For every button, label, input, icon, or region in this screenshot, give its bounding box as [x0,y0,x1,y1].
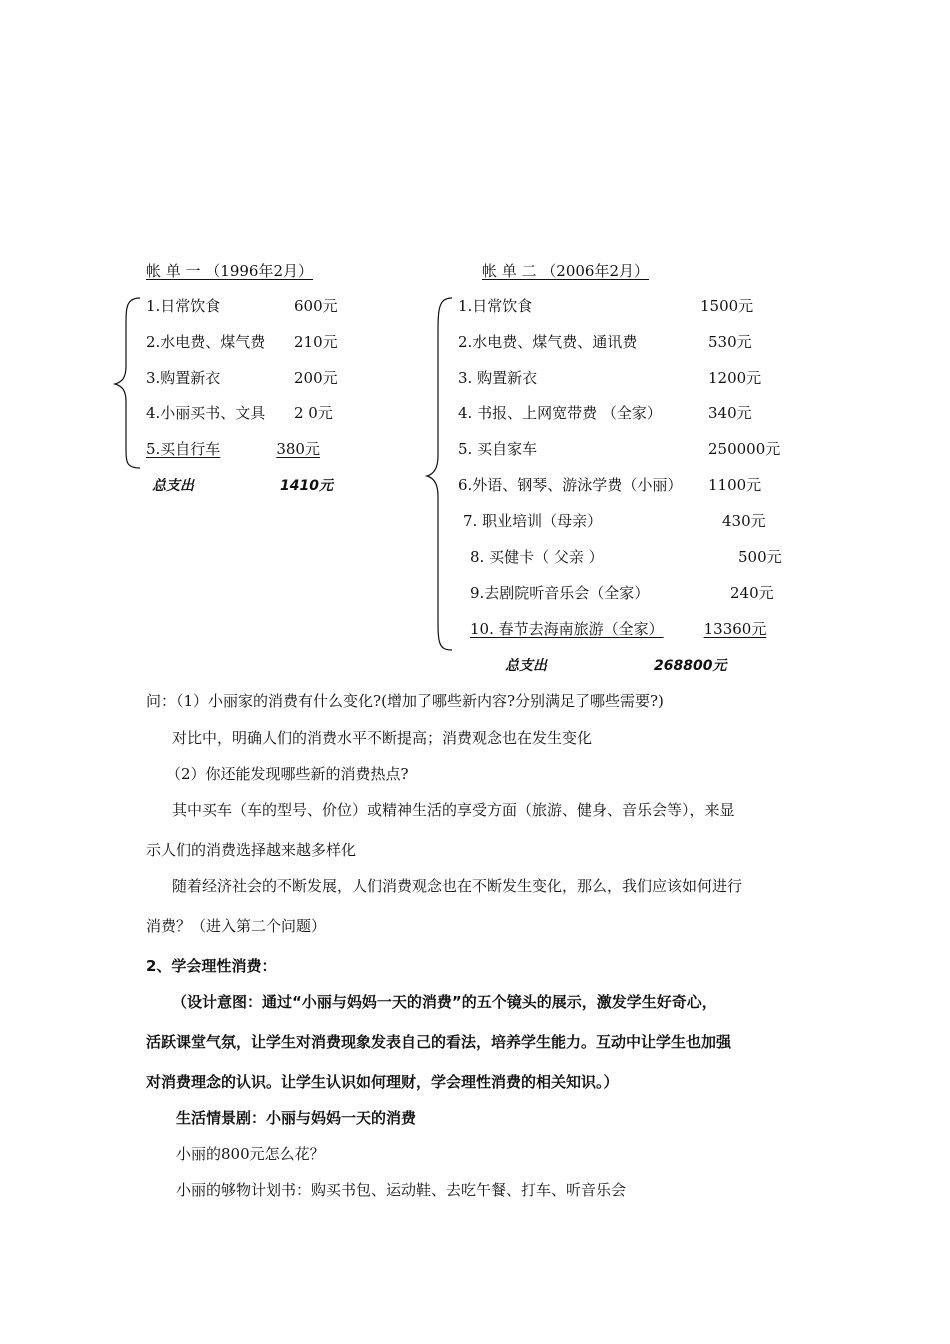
bill2-item-name: 5. 买自家车 [458,440,538,458]
bill2-item-name: 8. 买健卡（ 父亲 ） [470,548,604,566]
bill1-item-name: 3.购置新衣 [146,369,221,387]
bill1-item-amount: 200元 [294,369,338,387]
bill2-item-amount: 1200元 [708,369,762,387]
bill1-item-amount: 600元 [294,297,338,315]
bill2-total-value: 268800元 [654,658,727,674]
bill1-item-name: 4.小丽买书、文具 [146,404,266,422]
bill2-item-amount: 13360元 [703,620,767,638]
bill2-brace [424,296,454,656]
bill2-item-name: 6.外语、钢琴、游泳学费（小丽） [458,476,683,494]
shopping-plan: 小丽的够物计划书：购买书包、运动鞋、去吃午餐、打车、听音乐会 [176,1181,627,1199]
design-intent-line-2: 活跃课堂气氛，让学生对消费现象发表自己的看法，培养学生能力。互动中让学生也加强 [146,1033,732,1051]
bill2-total-label: 总支出 [505,658,547,674]
bill1-item-last-row [146,440,348,458]
bill2-item-amount: 430元 [722,512,766,530]
bill2-item-name: 7. 职业培训（母亲） [463,512,603,530]
bill1-item-amount: 2 0元 [294,404,333,422]
scene-heading: 生活情景剧：小丽与妈妈一天的消费 [176,1109,417,1127]
bill2-item-name: 9.去剧院听音乐会（全家） [470,584,650,602]
bill1-item-amount: 210元 [294,333,338,351]
bill1-brace [112,296,142,471]
bill1-item-name: 1.日常饮食 [146,297,221,315]
paragraph-3-line-1: 随着经济社会的不断发展，人们消费观念也在不断发生变化，那么，我们应该如何进行 [172,877,743,895]
question-2: （2）你还能发现哪些新的消费热点? [166,765,409,783]
answer-2-line-2: 示人们的消费选择越来越多样化 [146,841,357,859]
bill1-total-value: 1410元 [280,478,333,494]
bill2-item-name: 1.日常饮食 [458,297,533,315]
bill2-item-amount: 250000元 [708,440,781,458]
bill1-item-name: 2.水电费、煤气费 [146,333,266,351]
bill1-title: 帐 单 一 （1996年2月） [146,262,314,280]
question-800: 小丽的800元怎么花？ [176,1145,325,1163]
answer-1: 对比中，明确人们的消费水平不断提高；消费观念也在发生变化 [172,729,593,747]
bill1-item-name: 5.买自行车 [146,440,221,458]
bill2-item-name: 10. 春节去海南旅游（全家） [470,620,664,638]
bill2-item-amount: 530元 [708,333,752,351]
bill2-item-last-row [470,620,792,638]
bill2-item-name: 4. 书报、上网宽带费 （全家） [458,404,662,422]
bill1-total-label: 总支出 [152,478,194,494]
bill1-item-amount: 380元 [276,440,320,458]
answer-2-line-1: 其中买车（车的型号、价位）或精神生活的享受方面（旅游、健身、音乐会等），来显 [172,801,735,819]
bill2-item-amount: 1100元 [708,476,762,494]
bill2-item-name: 2.水电费、煤气费、通讯费 [458,333,638,351]
paragraph-3-line-2: 消费？（进入第二个问题） [146,917,327,935]
bill2-item-amount: 340元 [708,404,752,422]
bill2-item-amount: 1500元 [700,297,754,315]
question-1: 问：（1）小丽家的消费有什么变化?(增加了哪些新内容?分别满足了哪些需要?) [146,692,664,710]
bill2-title: 帐 单 二 （2006年2月） [482,262,650,280]
bill2-item-name: 3. 购置新衣 [458,369,538,387]
bill2-item-amount: 240元 [730,584,774,602]
design-intent-line-1: （设计意图：通过“小丽与妈妈一天的消费”的五个镜头的展示，激发学生好奇心， [172,993,717,1011]
section-2-heading: 2、学会理性消费： [146,957,277,975]
design-intent-line-3: 对消费理念的认识。让学生认识如何理财，学会理性消费的相关知识。） [146,1073,619,1091]
bill2-item-amount: 500元 [738,548,782,566]
